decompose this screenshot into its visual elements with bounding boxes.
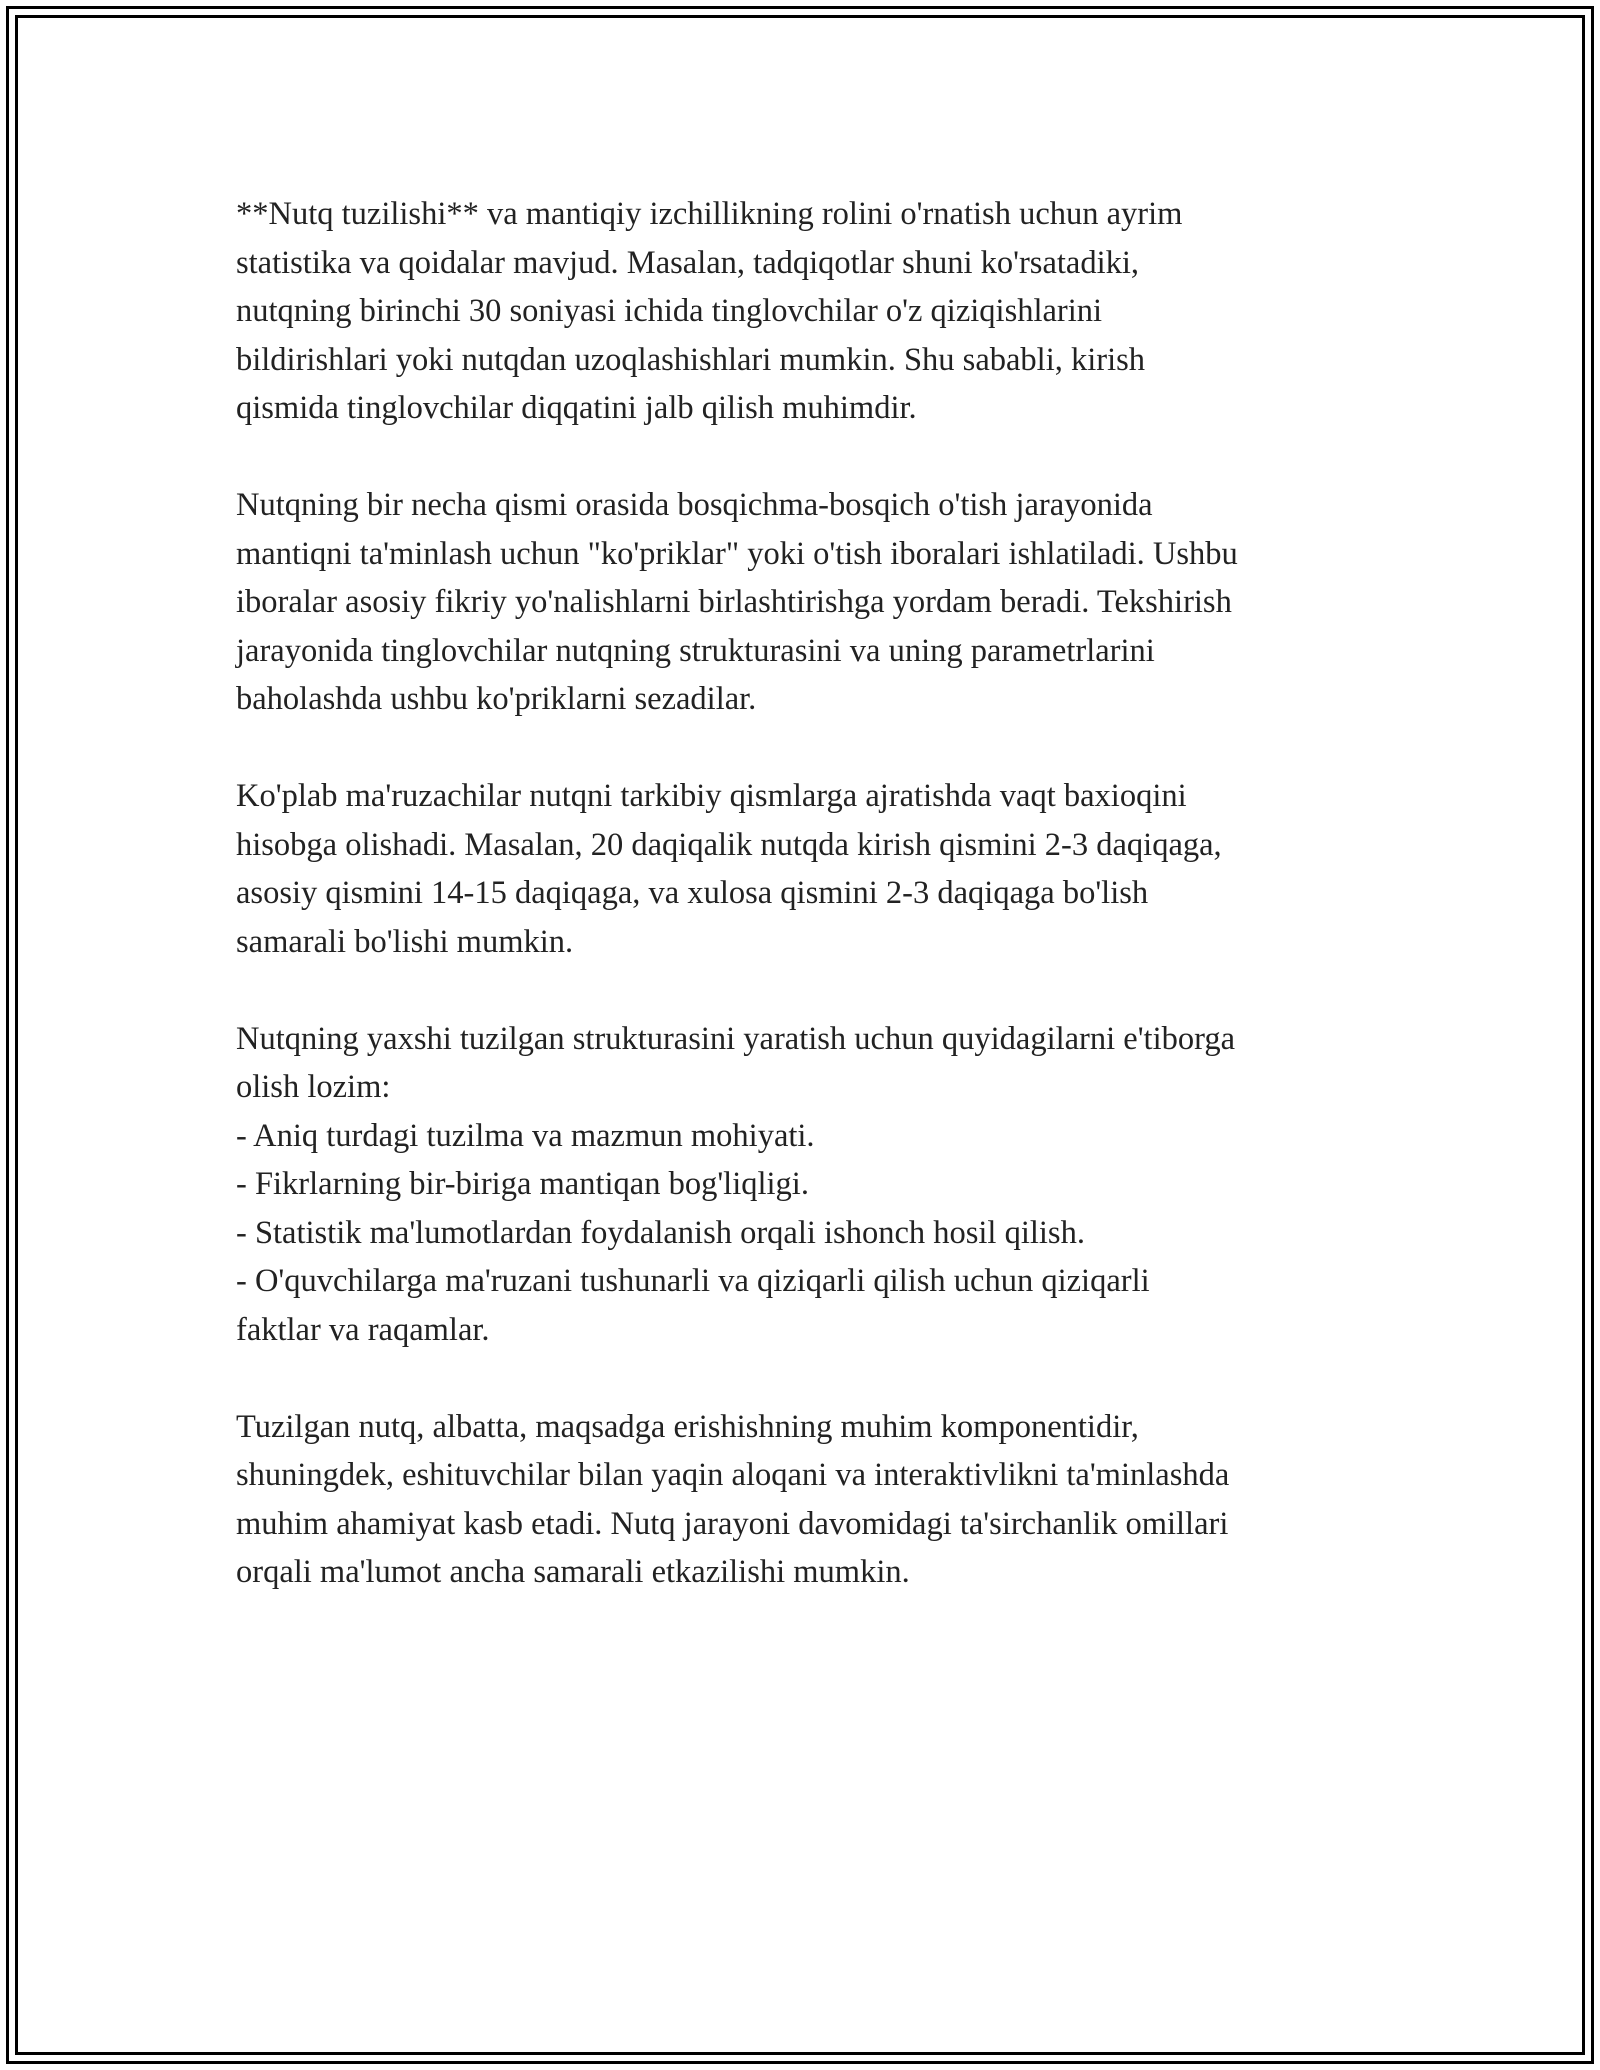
text-line: Tuzilgan nutq, albatta, maqsadga erishishning muhim komponentidir, bbox=[236, 1408, 1139, 1445]
text-line: shuningdek, eshituvchilar bilan yaqin aloqani va interaktivlikni ta'minlashda bbox=[236, 1457, 1230, 1493]
text-line: orqali ma'lumot ancha samarali etkazilishi mumkin. bbox=[236, 1554, 910, 1590]
document-body bbox=[236, 190, 1386, 1645]
paragraph-transitions bbox=[236, 481, 1386, 724]
paragraph-conclusion bbox=[236, 1403, 1386, 1597]
text-line: statistika va qoidalar mavjud. Masalan, tadqiqotlar shuni ko'rsatadiki, bbox=[236, 244, 1140, 281]
text-line: mantiqni ta'minlash uchun "ko'priklar" yoki o'tish iboralari ishlatiladi. Ushbu bbox=[236, 535, 1238, 572]
list-item-continuation: faktlar va raqamlar. bbox=[236, 1311, 490, 1348]
paragraph-time-allocation bbox=[236, 772, 1386, 966]
paragraph-structure-checklist bbox=[236, 1015, 1386, 1355]
text-line: bildirishlari yoki nutqdan uzoqlashishlari mumkin. Shu sababli, kirish bbox=[236, 341, 1146, 378]
text-line: nutqning birinchi 30 soniyasi ichida tinglovchilar o'z qiziqishlarini bbox=[236, 293, 1103, 329]
list-item: - O'quvchilarga ma'ruzani tushunarli va qiziqarli qilish uchun qiziqarli bbox=[236, 1263, 1150, 1299]
text-line: olish lozim: bbox=[236, 1069, 391, 1105]
list-item: - Fikrlarning bir-biriga mantiqan bog'liqligi. bbox=[236, 1166, 809, 1202]
text-line: **Nutq tuzilishi** va mantiqiy izchillikning rolini o'rnatish uchun ayrim bbox=[236, 196, 1183, 232]
text-line: baholashda ushbu ko'priklarni sezadilar. bbox=[236, 681, 757, 717]
text-line: jarayonida tinglovchilar nutqning strukturasini va uning parametrlarini bbox=[236, 632, 1155, 669]
text-line: Nutqning bir necha qismi orasida bosqichma-bosqich o'tish jarayonida bbox=[236, 487, 1153, 523]
text-line: asosiy qismini 14-15 daqiqaga, va xulosa qismini 2-3 daqiqaga bo'lish bbox=[236, 875, 1149, 911]
paragraph-speech-structure bbox=[236, 190, 1386, 433]
text-line: Ko'plab ma'ruzachilar nutqni tarkibiy qismlarga ajratishda vaqt baxioqini bbox=[236, 778, 1187, 814]
text-line: muhim ahamiyat kasb etadi. Nutq jarayoni davomidagi ta'sirchanlik omillari bbox=[236, 1505, 1229, 1542]
list-item: - Statistik ma'lumotlardan foydalanish orqali ishonch hosil qilish. bbox=[236, 1214, 1085, 1251]
text-line: hisobga olishadi. Masalan, 20 daqiqalik nutqda kirish qismini 2-3 daqiqaga, bbox=[236, 826, 1222, 863]
list-item: - Aniq turdagi tuzilma va mazmun mohiyati. bbox=[236, 1117, 815, 1154]
text-line: iboralar asosiy fikriy yo'nalishlarni birlashtirishga yordam beradi. Tekshirish bbox=[236, 584, 1232, 620]
text-line: qismida tinglovchilar diqqatini jalb qilish muhimdir. bbox=[236, 390, 917, 426]
text-line: samarali bo'lishi mumkin. bbox=[236, 923, 574, 960]
text-line: Nutqning yaxshi tuzilgan strukturasini yaratish uchun quyidagilarni e'tiborga bbox=[236, 1020, 1236, 1057]
